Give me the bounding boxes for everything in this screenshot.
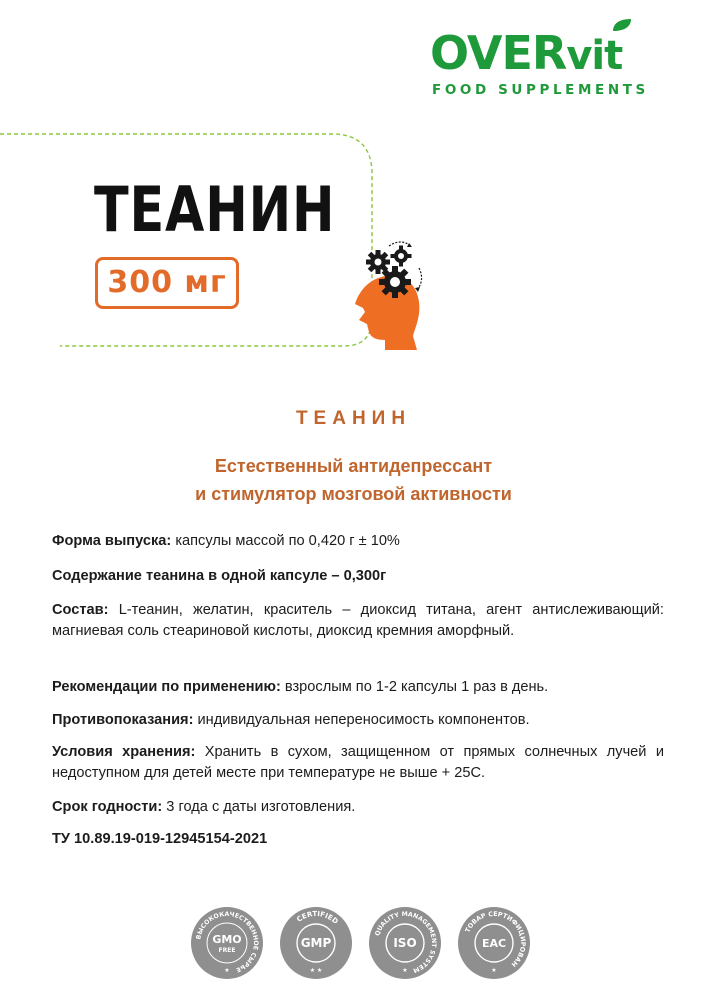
leaf-icon [611, 18, 633, 32]
info-storage-label: Условия хранения: [52, 744, 196, 760]
info-contra-label: Противопоказания: [52, 712, 194, 728]
brand-name-accent: vit [566, 33, 623, 79]
info-usage-value: взрослым по 1-2 капсулы 1 раз в день. [280, 679, 549, 695]
brand-name-main: OVER [430, 26, 567, 80]
info-form-value: капсулы массой по 0,420 г ± 10% [171, 533, 400, 549]
badge-eac [457, 906, 531, 980]
badge-ring-text: ВЫСОКОКАЧЕСТВЕННОЕ СЫРЬЕ [195, 910, 260, 974]
info-contra-value: индивидуальная непереносимость компонентов. [193, 712, 530, 728]
badge-gmp [279, 906, 353, 980]
badge-center-text: GMP [300, 936, 332, 950]
dose-badge [95, 257, 239, 309]
badge-center-text: GMO [212, 933, 242, 946]
brand-logo [430, 18, 660, 102]
badge-gmo-free [190, 906, 264, 980]
subtitle-line-1: Естественный антидепрессант [214, 456, 493, 476]
info-composition-value: L-теанин, желатин, краситель – диоксид титана, агент антислеживающий: магниевая соль стеариновой кислоты, диоксид кремния аморфный. [52, 602, 664, 639]
star-icon: ★ [402, 968, 408, 974]
info-usage-label: Рекомендации по применению: [52, 679, 281, 695]
star-icon: ★ [491, 968, 497, 974]
info-shelf-value: 3 года с даты изготовления. [162, 799, 356, 815]
head-gears-icon [345, 232, 435, 352]
info-contraindications [52, 710, 664, 731]
dose-text: 300 мг [107, 265, 227, 300]
info-composition-label: Состав: [52, 602, 109, 618]
info-storage [52, 742, 664, 784]
badge-ring-text: ТОВАР СЕРТИФИЦИРОВАН [463, 909, 528, 969]
subtitle-line-2: и стимулятор мозговой активности [195, 484, 512, 504]
info-tu [52, 829, 664, 850]
brand-tagline: FOOD SUPPLEMENTS [432, 82, 649, 98]
badge-ring-text: CERTIFIED [295, 909, 340, 926]
info-tu-text: ТУ 10.89.19-019-12945154-2021 [52, 831, 268, 847]
section-title: ТЕАНИН [295, 408, 412, 429]
info-content [52, 566, 664, 587]
info-shelf-life [52, 797, 664, 818]
badge-iso [368, 906, 442, 980]
product-title: ТЕАНИН [94, 173, 336, 246]
badge-center-subtext: FREE [218, 947, 236, 954]
star-icon: ★ ★ [309, 968, 323, 974]
certification-badges [190, 906, 530, 980]
info-shelf-label: Срок годности: [52, 799, 163, 815]
badge-center-text: EAC [481, 937, 507, 950]
info-form-label: Форма выпуска: [52, 533, 172, 549]
subtitle [0, 452, 707, 508]
star-icon: ★ [224, 968, 230, 974]
info-content-text: Содержание теанина в одной капсуле – 0,300г [52, 568, 387, 584]
info-form [52, 531, 664, 552]
info-storage-value: Хранить в сухом, защищенном от прямых солнечных лучей и недоступном для детей месте при температуре не выше + 25С. [52, 744, 664, 781]
badge-center-text: ISO [393, 936, 417, 950]
info-composition [52, 600, 664, 642]
badge-ring-text: QUALITY MANAGEMENT SYSTEM [374, 910, 438, 974]
info-usage [52, 677, 664, 698]
brand-name [430, 26, 622, 80]
